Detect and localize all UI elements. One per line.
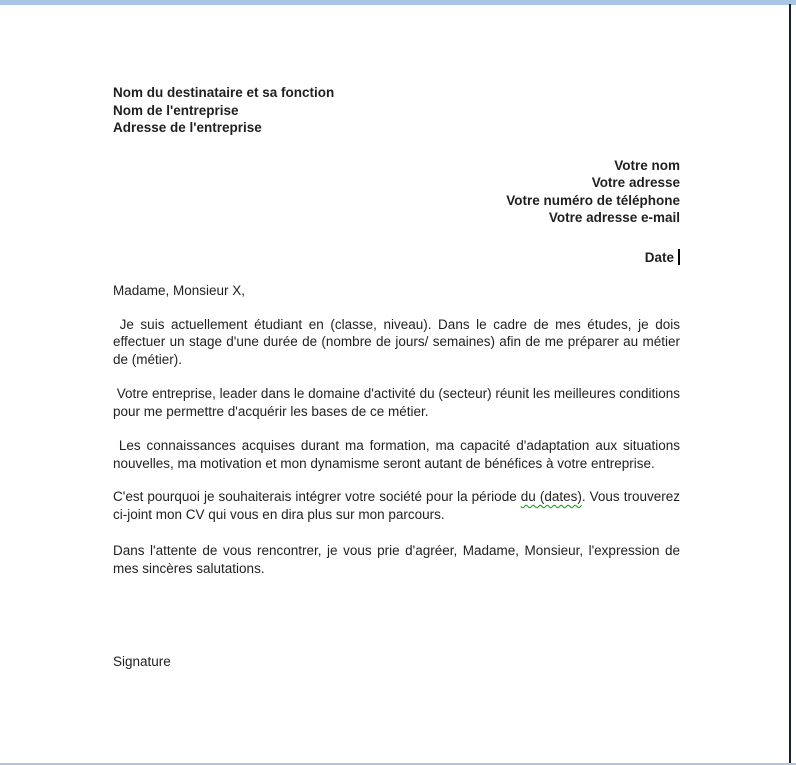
text-cursor (678, 249, 680, 265)
date-line (113, 249, 680, 267)
body-paragraph-4 (113, 488, 684, 523)
recipient-line: Nom de l'entreprise (113, 102, 239, 118)
sender-info-block (113, 157, 680, 227)
salutation: Madame, Monsieur X, (113, 283, 246, 298)
recipient-line: Nom du destinataire et sa fonction (113, 85, 335, 100)
sender-line: Votre numéro de téléphone (506, 192, 680, 208)
sender-line: Votre nom (614, 157, 680, 173)
signature-label: Signature (113, 654, 171, 669)
grammar-flagged-text: du (dates) (520, 489, 582, 504)
body-paragraph-2: Votre entreprise, leader dans le domaine d'activité du (secteur) réunit les meilleures conditions pour me permettre d'acquérir les bases de ce métier. (113, 386, 684, 419)
body-paragraph-1: Je suis actuellement étudiant en (classe, niveau). Dans le cadre de mes études, je dois effectuer un stage d'une durée de (nombre de jours/ semaines) afin de me préparer au métier de (métier). (113, 316, 684, 367)
paragraph-4-text-after: . Vous trouverez ci-joint mon CV qui vous en dira plus sur mon parcours. (113, 489, 684, 522)
paragraph-4-text-before: C'est pourquoi je souhaiterais intégrer votre société pour la période (113, 489, 521, 504)
sender-line: Votre adresse (591, 175, 680, 190)
date-label: Date (644, 249, 674, 265)
body-paragraph-5: Dans l'attente de vous rencontrer, je vous prie d'agréer, Madame, Monsieur, l'expression de mes sincères salutations. (113, 543, 684, 576)
recipient-line: Adresse de l'entreprise (113, 120, 262, 135)
page-right-edge (789, 4, 791, 763)
body-paragraph-3: Les connaissances acquises durant ma formation, ma capacité d'adaptation aux situations nouvelles, ma motivation et mon dynamisme seront autant de bénéfices à votre entreprise. (113, 438, 684, 471)
letter-page[interactable] (113, 5, 684, 671)
sender-line: Votre adresse e-mail (548, 210, 680, 225)
recipient-address-block (113, 84, 680, 137)
